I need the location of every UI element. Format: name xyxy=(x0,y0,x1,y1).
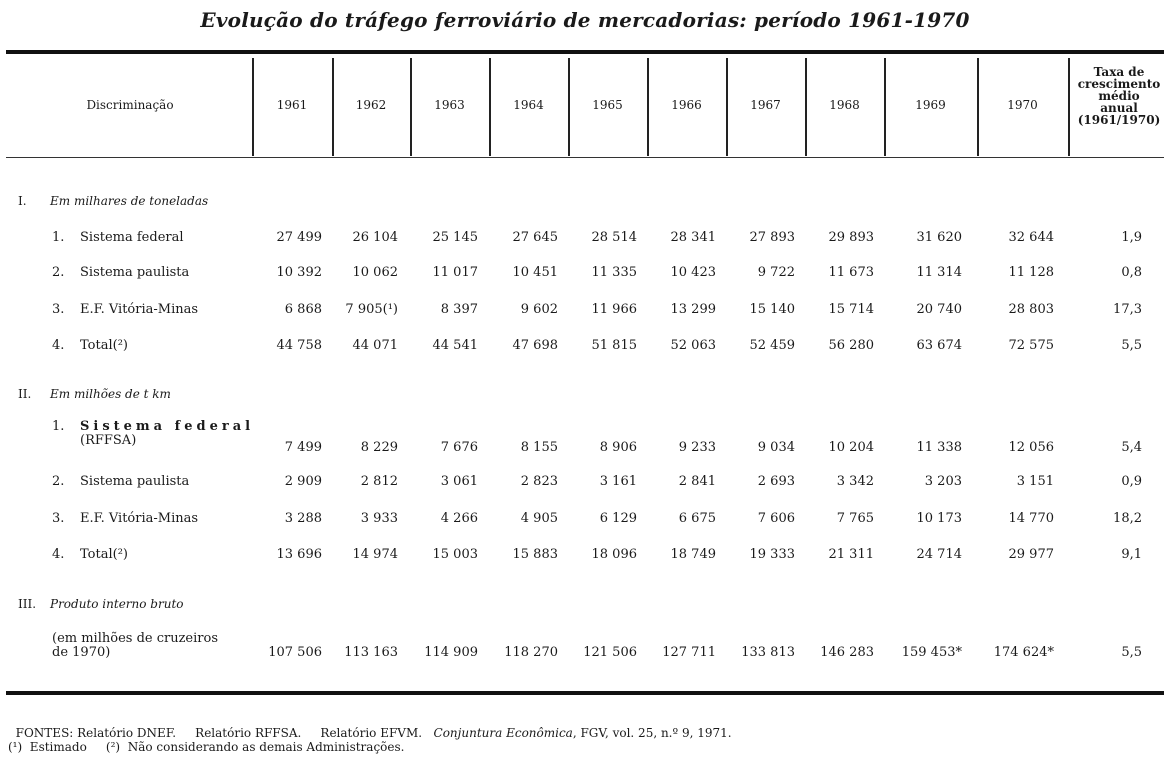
table-cell: 13 299 xyxy=(670,302,716,317)
table-cell: 27 893 xyxy=(749,230,795,245)
table-cell: 3 342 xyxy=(836,474,874,489)
header-year: 1965 xyxy=(592,98,623,112)
table-cell: 32 644 xyxy=(1008,230,1054,245)
table-cell: 9 602 xyxy=(520,302,558,317)
table-cell: 159 453* xyxy=(901,645,962,660)
top-rule xyxy=(6,50,1164,54)
table-cell: 7 765 xyxy=(836,511,874,526)
header-year: 1967 xyxy=(750,98,781,112)
table-cell: 44 071 xyxy=(352,338,398,353)
table-cell: 3 933 xyxy=(360,511,398,526)
table-cell: 11 338 xyxy=(916,440,962,455)
header-year: 1963 xyxy=(434,98,465,112)
table-cell: 27 499 xyxy=(276,230,322,245)
table-cell: 28 803 xyxy=(1008,302,1054,317)
table-cell: 3 288 xyxy=(284,511,322,526)
table-cell: 44 541 xyxy=(432,338,478,353)
table-cell: 107 506 xyxy=(268,645,322,660)
table-cell: 2 693 xyxy=(757,474,795,489)
table-cell: 47 698 xyxy=(512,338,558,353)
table-cell: 15 003 xyxy=(432,547,478,562)
growth-rate-cell: 18,2 xyxy=(1113,511,1142,526)
table-cell: 121 506 xyxy=(583,645,637,660)
table-cell: 52 459 xyxy=(749,338,795,353)
growth-rate-cell: 5,4 xyxy=(1121,440,1142,455)
table-cell: 29 977 xyxy=(1008,547,1054,562)
growth-rate-cell: 17,3 xyxy=(1113,302,1142,317)
growth-rate-cell: 1,9 xyxy=(1121,230,1142,245)
table-cell: 12 056 xyxy=(1008,440,1054,455)
table-cell: 51 815 xyxy=(591,338,637,353)
header-year: 1962 xyxy=(355,98,387,112)
notes-footnote: (¹) Estimado (²) Não considerando as demais Administrações. xyxy=(8,740,405,754)
table-cell: 11 314 xyxy=(916,265,962,280)
growth-rate-cell: 0,8 xyxy=(1121,265,1142,280)
table-cell: 10 062 xyxy=(352,265,398,280)
table-cell: 28 514 xyxy=(591,230,637,245)
table-cell: 4 905 xyxy=(520,511,558,526)
table-cell: 56 280 xyxy=(828,338,874,353)
section-heading: II. Em milhões de t km xyxy=(18,387,171,401)
header-year: 1969 xyxy=(915,98,946,112)
table-cell: 14 770 xyxy=(1008,511,1054,526)
header-year: 1968 xyxy=(829,98,860,112)
table-cell: 19 333 xyxy=(749,547,795,562)
table-cell: 10 451 xyxy=(512,265,558,280)
table-cell: 146 283 xyxy=(820,645,874,660)
row-label: 4. Total(²) xyxy=(52,547,128,562)
section-heading: I. Em milhares de toneladas xyxy=(18,194,209,208)
table-cell: 2 812 xyxy=(360,474,398,489)
growth-rate-cell: 5,5 xyxy=(1121,338,1142,353)
table-cell: 72 575 xyxy=(1008,338,1054,353)
row-label: 3. E.F. Vitória-Minas xyxy=(52,511,199,526)
row-label: 2. Sistema paulista xyxy=(52,265,190,280)
table-cell: 8 229 xyxy=(360,440,398,455)
row-label: 4. Total(²) xyxy=(52,338,128,353)
header-bottom-rule xyxy=(6,157,1164,158)
table-cell: 20 740 xyxy=(916,302,962,317)
row-label: 1. Sistema federal xyxy=(52,230,184,245)
row-label: (em milhões de cruzeiros de 1970) xyxy=(52,631,218,660)
table-cell: 52 063 xyxy=(670,338,716,353)
header-year: 1970 xyxy=(1007,98,1038,112)
table-cell: 127 711 xyxy=(662,645,716,660)
table-cell: 3 161 xyxy=(599,474,637,489)
table-cell: 21 311 xyxy=(828,547,874,562)
table-cell: 63 674 xyxy=(916,338,962,353)
table-cell: 13 696 xyxy=(276,547,322,562)
table-cell: 8 906 xyxy=(599,440,637,455)
table-cell: 3 203 xyxy=(924,474,962,489)
row-label: 1. Sistema federal (RFFSA) xyxy=(52,419,255,448)
table-cell: 9 722 xyxy=(757,265,795,280)
table-cell: 15 883 xyxy=(512,547,558,562)
table-cell: 15 140 xyxy=(749,302,795,317)
header-separator xyxy=(1068,58,1070,156)
table-cell: 174 624* xyxy=(993,645,1054,660)
table-cell: 28 341 xyxy=(670,230,716,245)
table-cell: 6 675 xyxy=(678,511,716,526)
table-cell: 7 499 xyxy=(284,440,322,455)
table-cell: 10 423 xyxy=(670,265,716,280)
table-cell: 7 676 xyxy=(440,440,478,455)
header-growth-rate: Taxa de crescimento médio anual (1961/1970) xyxy=(1077,65,1161,127)
table-cell: 11 673 xyxy=(828,265,874,280)
table-cell: 2 909 xyxy=(284,474,322,489)
table-cell: 18 096 xyxy=(591,547,637,562)
table-title: Evolução do tráfego ferroviário de mercadorias: período 1961-1970 xyxy=(200,8,970,32)
table-cell: 7 905(¹) xyxy=(345,302,398,317)
table-cell: 8 397 xyxy=(440,302,478,317)
table-cell: 2 823 xyxy=(520,474,558,489)
header-discriminacao: Discriminação xyxy=(86,98,174,112)
table-cell: 2 841 xyxy=(678,474,716,489)
growth-rate-cell: 5,5 xyxy=(1121,645,1142,660)
table-cell: 114 909 xyxy=(424,645,478,660)
table-cell: 29 893 xyxy=(828,230,874,245)
table-cell: 6 129 xyxy=(599,511,637,526)
table-cell: 3 151 xyxy=(1016,474,1054,489)
table-cell: 4 266 xyxy=(440,511,478,526)
table-cell: 44 758 xyxy=(276,338,322,353)
row-label: 2. Sistema paulista xyxy=(52,474,190,489)
table-cell: 8 155 xyxy=(520,440,558,455)
row-label: 3. E.F. Vitória-Minas xyxy=(52,302,199,317)
table-cell: 10 173 xyxy=(916,511,962,526)
table-cell: 27 645 xyxy=(512,230,558,245)
table-cell: 133 813 xyxy=(741,645,795,660)
table-cell: 6 868 xyxy=(284,302,322,317)
table-cell: 11 017 xyxy=(432,265,478,280)
table-cell: 10 392 xyxy=(276,265,322,280)
table-cell: 11 335 xyxy=(591,265,637,280)
table-cell: 14 974 xyxy=(352,547,398,562)
header-year: 1966 xyxy=(671,98,702,112)
table-cell: 31 620 xyxy=(916,230,962,245)
table-cell: 11 128 xyxy=(1008,265,1054,280)
header-year: 1961 xyxy=(276,98,308,112)
table-cell: 3 061 xyxy=(440,474,478,489)
table-cell: 25 145 xyxy=(432,230,478,245)
table-cell: 15 714 xyxy=(828,302,874,317)
growth-rate-cell: 9,1 xyxy=(1121,547,1142,562)
table-cell: 10 204 xyxy=(828,440,874,455)
table-cell: 26 104 xyxy=(352,230,398,245)
sources-footnote: FONTES: Relatório DNEF. Relatório RFFSA. Relatório EFVM. Conjuntura Econômica, FGV, vol. 25, n.º 9, 1971. xyxy=(15,726,732,740)
bottom-rule xyxy=(6,691,1164,695)
table-cell: 24 714 xyxy=(916,547,962,562)
growth-rate-cell: 0,9 xyxy=(1121,474,1142,489)
table-cell: 118 270 xyxy=(504,645,558,660)
header-year: 1964 xyxy=(513,98,544,112)
table-cell: 9 034 xyxy=(757,440,795,455)
section-heading: III. Produto interno bruto xyxy=(18,597,184,611)
table-cell: 9 233 xyxy=(678,440,716,455)
table-cell: 7 606 xyxy=(757,511,795,526)
table-cell: 11 966 xyxy=(591,302,637,317)
table-cell: 18 749 xyxy=(670,547,716,562)
table-cell: 113 163 xyxy=(344,645,398,660)
